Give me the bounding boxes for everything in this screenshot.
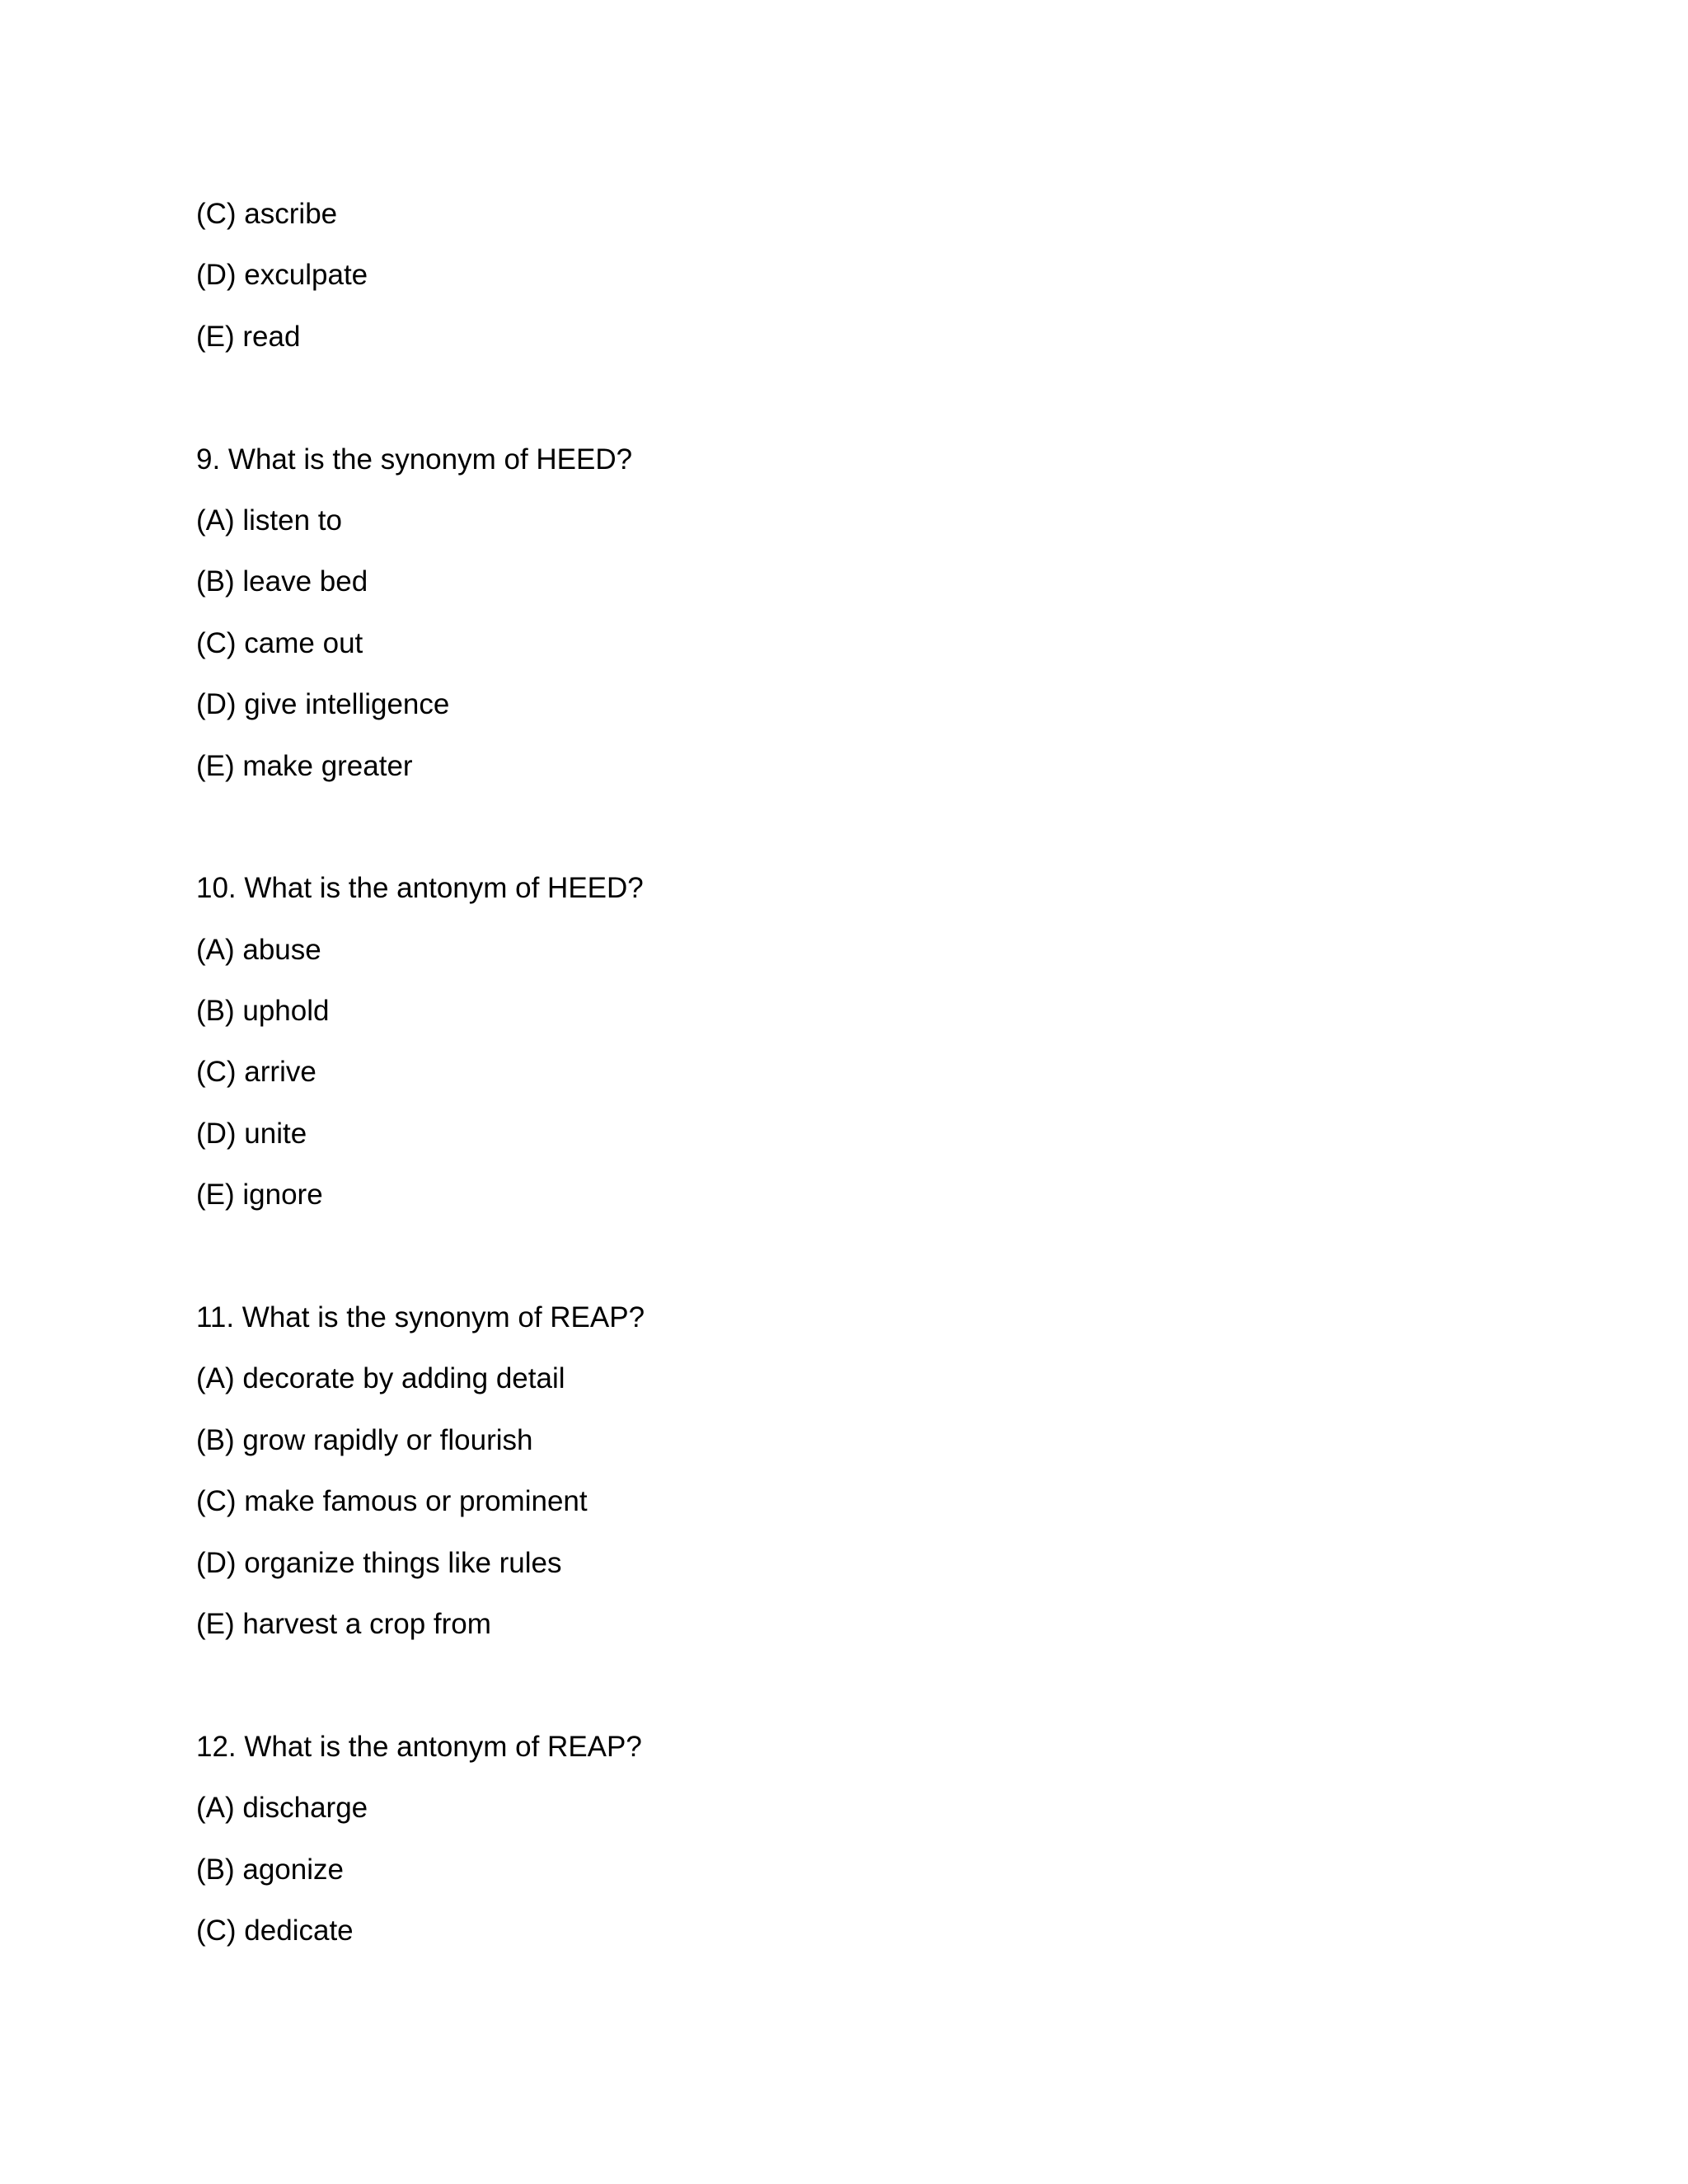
option: (D) organize things like rules xyxy=(196,1546,562,1579)
question-prompt: 9. What is the synonym of HEED? xyxy=(196,443,633,476)
question-prompt: 10. What is the antonym of HEED? xyxy=(196,872,644,905)
option: (B) grow rapidly or flourish xyxy=(196,1423,533,1456)
question-10 xyxy=(196,865,1556,1233)
option: (A) discharge xyxy=(196,1792,368,1825)
spacer xyxy=(196,1234,1556,1295)
option: (B) agonize xyxy=(196,1853,344,1886)
option: (E) harvest a crop from xyxy=(196,1607,491,1640)
question-list xyxy=(196,191,1556,1969)
option: (C) dedicate xyxy=(196,1914,354,1947)
question-12 xyxy=(196,1724,1556,1970)
question-11 xyxy=(196,1295,1556,1662)
option: (D) give intelligence xyxy=(196,688,450,721)
option: (E) make greater xyxy=(196,749,413,782)
option: (D) unite xyxy=(196,1117,307,1150)
option: (A) decorate by adding detail xyxy=(196,1362,565,1395)
option: (E) ignore xyxy=(196,1179,323,1212)
previous-question-options xyxy=(196,191,1556,375)
option: (E) read xyxy=(196,320,301,353)
question-9 xyxy=(196,437,1556,804)
option: (B) leave bed xyxy=(196,565,368,598)
spacer xyxy=(196,375,1556,436)
option: (C) arrive xyxy=(196,1056,316,1089)
option: (C) make famous or prominent xyxy=(196,1485,588,1518)
spacer xyxy=(196,804,1556,865)
option: (C) came out xyxy=(196,626,363,659)
spacer xyxy=(196,1662,1556,1723)
question-prompt: 11. What is the synonym of REAP? xyxy=(196,1301,645,1334)
question-prompt: 12. What is the antonym of REAP? xyxy=(196,1730,642,1763)
option: (A) abuse xyxy=(196,933,321,966)
option: (A) listen to xyxy=(196,504,342,537)
option: (D) exculpate xyxy=(196,259,368,292)
option: (C) ascribe xyxy=(196,198,338,230)
option: (B) uphold xyxy=(196,995,330,1028)
